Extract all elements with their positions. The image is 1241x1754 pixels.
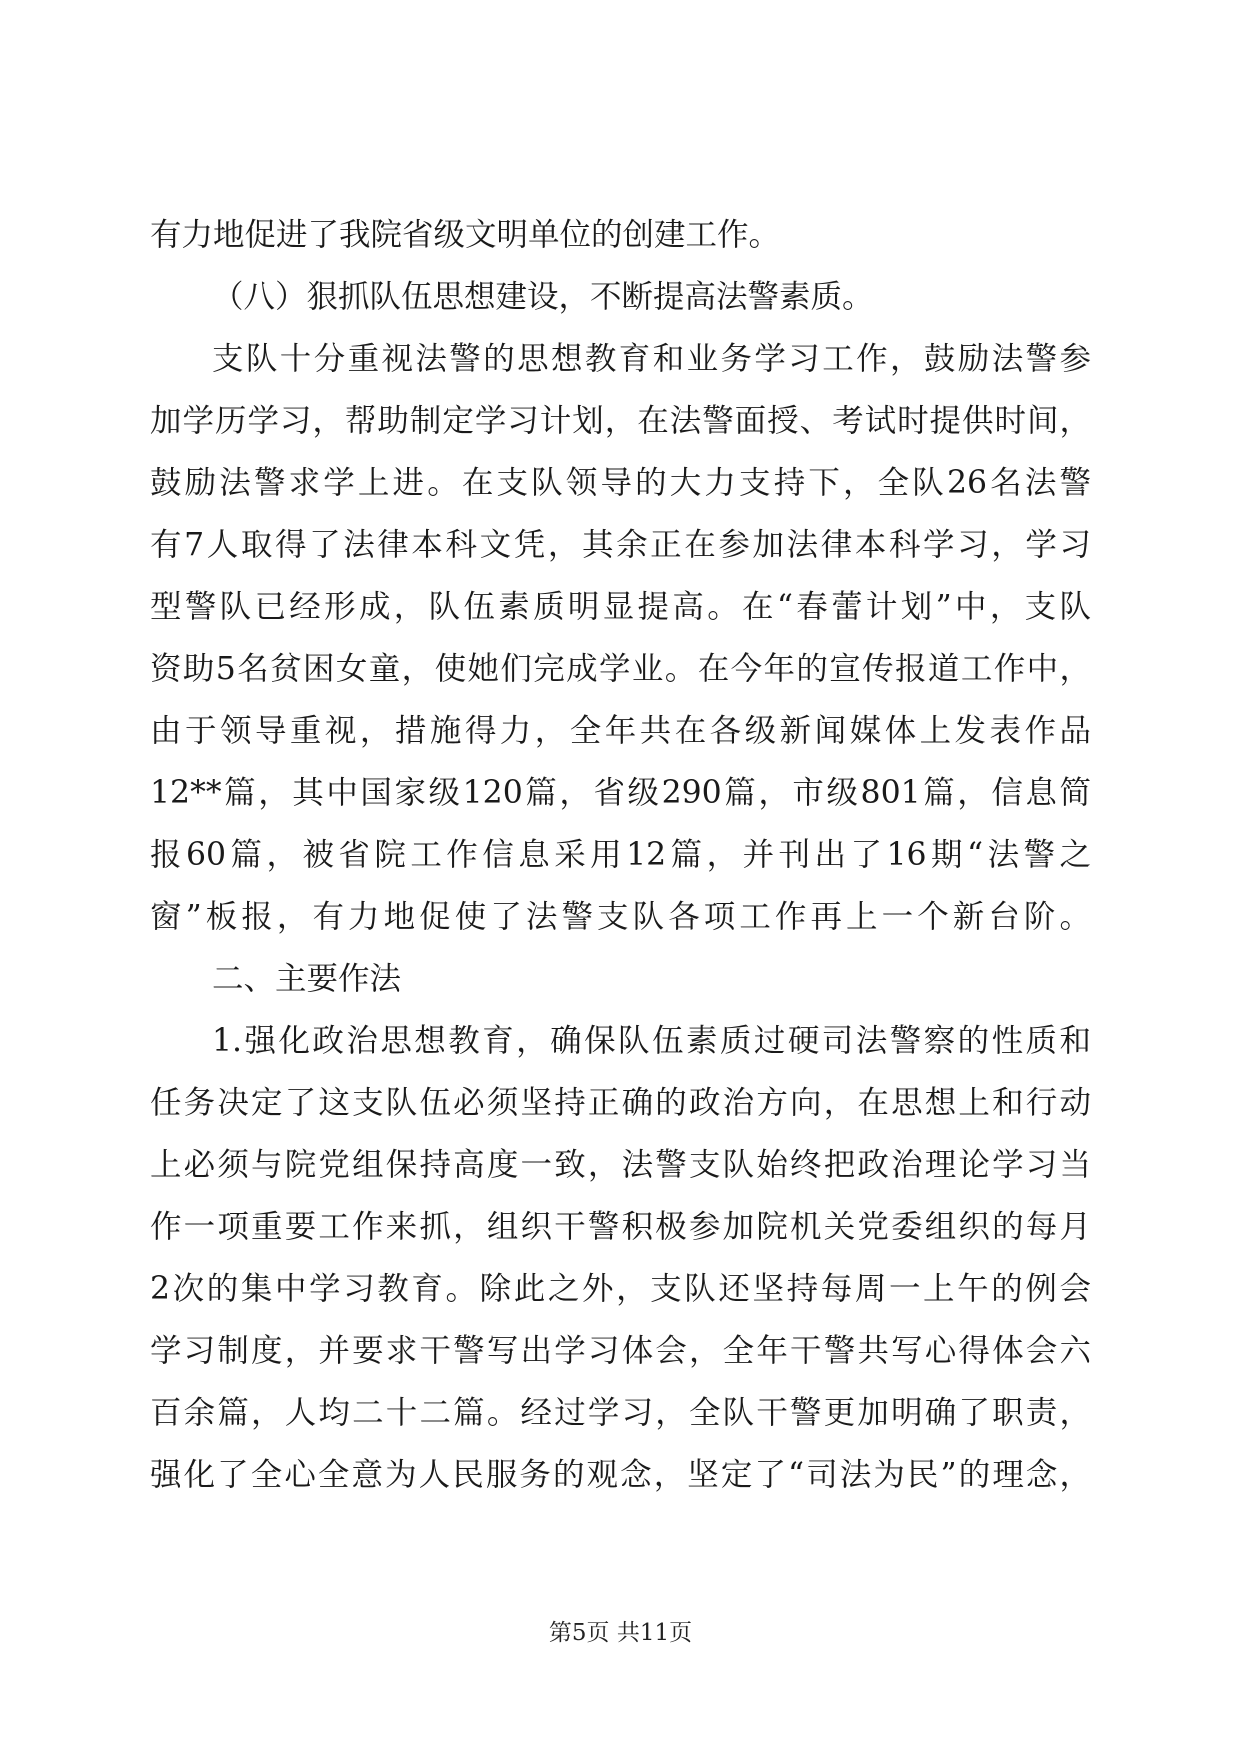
text-line: 任务决定了这支队伍必须坚持正确的政治方向，在思想上和行动 — [150, 1085, 1091, 1121]
section-heading: （八）狠抓队伍思想建设，不断提高法警素质。 — [212, 279, 874, 315]
text-line: 学习制度，并要求干警写出学习体会，全年干警共写心得体会六 — [150, 1333, 1091, 1369]
text-line: 12**篇，其中国家级120篇，省级290篇，市级801篇，信息简 — [150, 775, 1091, 811]
text-line: 型警队已经形成，队伍素质明显提高。在“春蕾计划”中，支队 — [150, 589, 1091, 625]
text-line: 2次的集中学习教育。除此之外，支队还坚持每周一上午的例会 — [150, 1271, 1091, 1307]
text-line: 有7人取得了法律本科文凭，其余正在参加法律本科学习，学习 — [150, 527, 1091, 563]
text-line: 百余篇，人均二十二篇。经过学习，全队干警更加明确了职责， — [150, 1395, 1091, 1431]
text-line: 强化了全心全意为人民服务的观念，坚定了“司法为民”的理念， — [150, 1457, 1091, 1493]
text-line: 作一项重要工作来抓，组织干警积极参加院机关党委组织的每月 — [150, 1209, 1091, 1245]
text-line: 报60篇，被省院工作信息采用12篇，并刊出了16期“法警之 — [150, 837, 1091, 873]
text-line: 由于领导重视，措施得力，全年共在各级新闻媒体上发表作品 — [150, 713, 1091, 749]
text-line: 鼓励法警求学上进。在支队领导的大力支持下，全队26名法警 — [150, 465, 1091, 501]
text-line: 资助5名贫困女童，使她们完成学业。在今年的宣传报道工作中， — [150, 651, 1091, 687]
text-line: 支队十分重视法警的思想教育和业务学习工作，鼓励法警参 — [212, 341, 1091, 377]
text-line: 窗”板报，有力地促使了法警支队各项工作再上一个新台阶。 — [150, 899, 1091, 935]
section-heading: 二、主要作法 — [212, 961, 402, 997]
text-line: 有力地促进了我院省级文明单位的创建工作。 — [150, 217, 781, 253]
page-number-footer: 第5页 共11页 — [548, 1620, 693, 1646]
text-line: 1.强化政治思想教育，确保队伍素质过硬司法警察的性质和 — [212, 1023, 1091, 1059]
text-line: 上必须与院党组保持高度一致，法警支队始终把政治理论学习当 — [150, 1147, 1091, 1183]
text-line: 加学历学习，帮助制定学习计划，在法警面授、考试时提供时间， — [150, 403, 1091, 439]
